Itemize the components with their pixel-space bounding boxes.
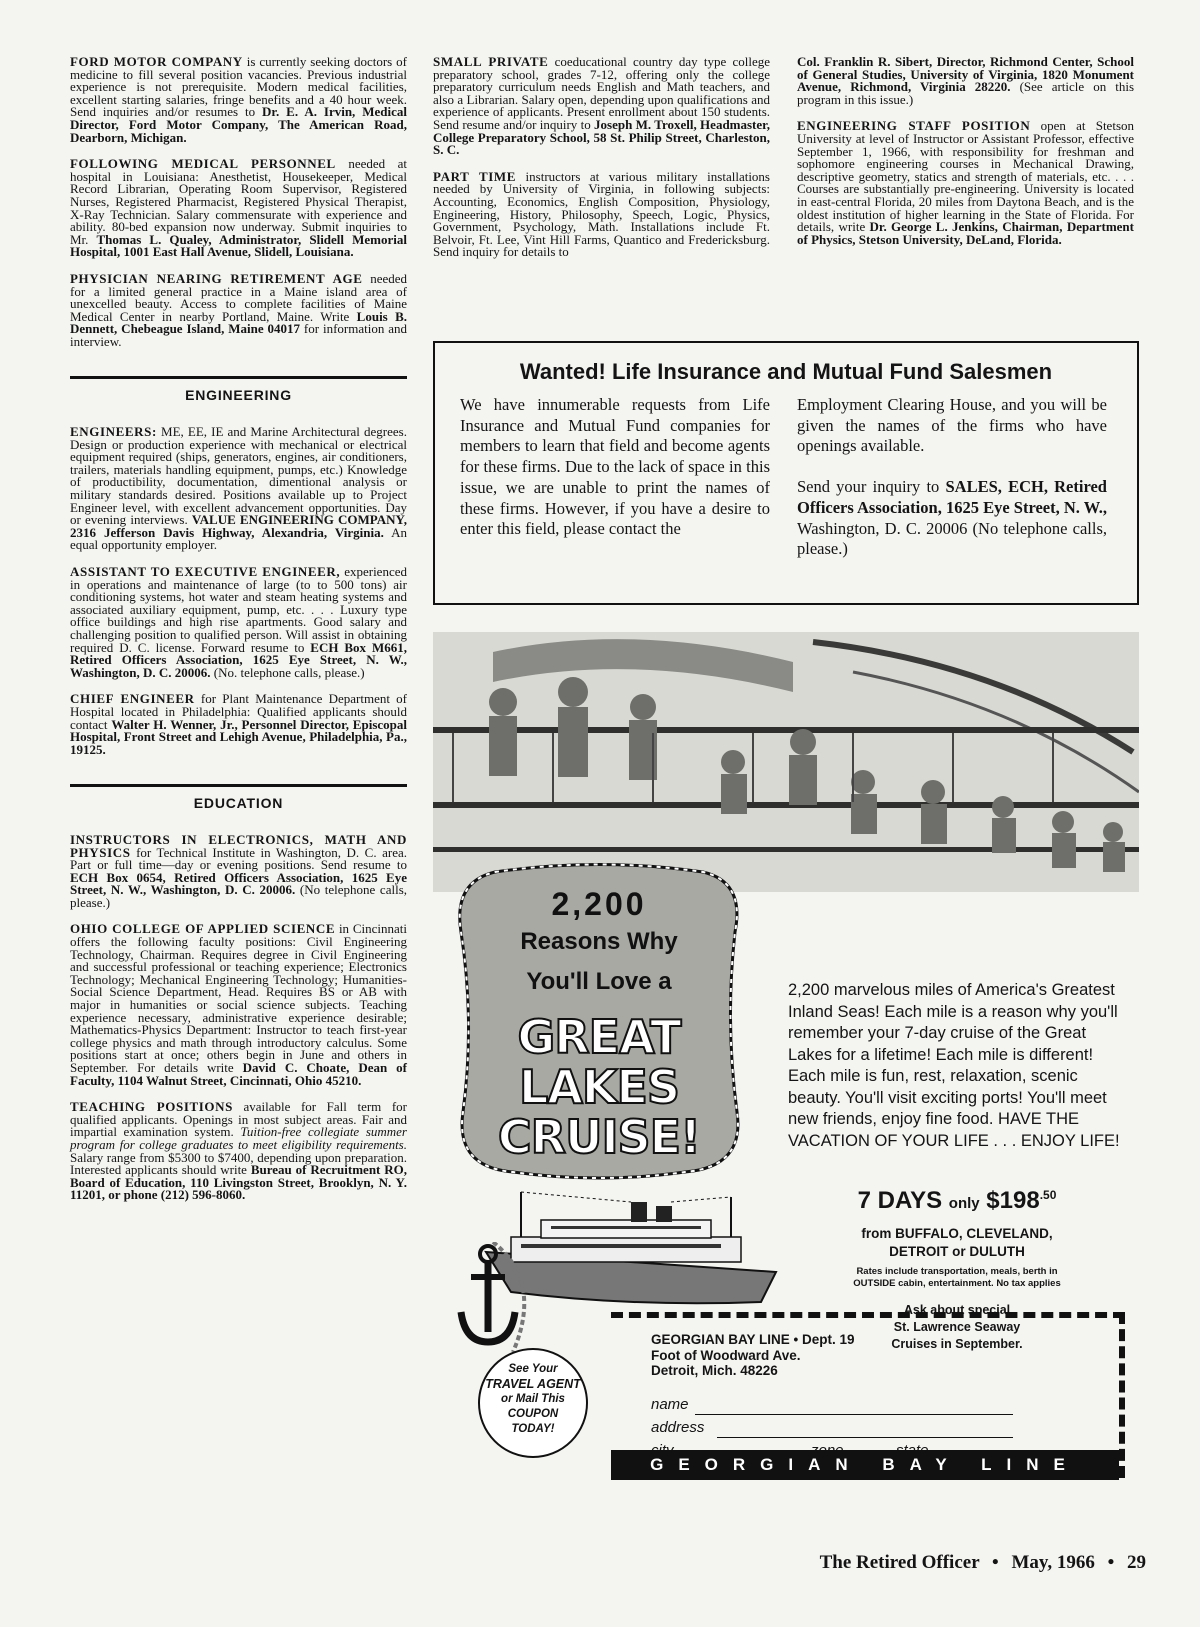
column-right bbox=[797, 56, 1134, 260]
ad-ford: FORD MOTOR COMPANY is currently seeking doctors of medicine to fill several position vacancies. Previous industrial experience is not prerequisite. Modern medical facilities, excellent starting salaries, fringe benefits and a 40 hour week. Send inquiries and/or resumes to Dr. E. A. Irvin, Medical Director, Ford Motor Company, The American Road, Dearborn, Michigan. bbox=[70, 54, 408, 145]
wanted-title: Wanted! Life Insurance and Mutual Fund Salesmen bbox=[519, 359, 1053, 384]
travel-agent-circle bbox=[478, 1348, 588, 1458]
travel-line-3: or Mail This bbox=[501, 1393, 565, 1405]
issue-date: May, 1966 bbox=[1011, 1552, 1095, 1573]
headline-lakes: LAKES bbox=[518, 1060, 680, 1114]
ad-chief-engineer: CHIEF ENGINEER for Plant Maintenance Department of Hospital located in Philadelphia: Qualified applicants should contact Walter H. Wenner, Jr., Personnel Director, Episcopal Hospital, Front Street and Lehigh Avenue, Philadelphia, Pa., 19125. bbox=[70, 691, 407, 757]
travel-line-2: TRAVEL AGENT bbox=[485, 1377, 581, 1391]
departure-line-1: from BUFFALO, CLEVELAND, bbox=[861, 1226, 1053, 1241]
section-heading-engineering: ENGINEERING bbox=[185, 387, 292, 404]
deck-photo-illustration bbox=[433, 632, 1139, 892]
departure-line-2: DETROIT or DULUTH bbox=[889, 1244, 1025, 1259]
badge-line-2: You'll Love a bbox=[526, 968, 672, 995]
publication-name: The Retired Officer bbox=[819, 1552, 980, 1573]
departure-cities bbox=[788, 1225, 1126, 1261]
special-line-2: St. Lawrence Seaway bbox=[893, 1320, 1021, 1334]
ad-sibert-contact: Col. Franklin R. Sibert, Director, Richmond Center, School of General Studies, University of Virginia, 1820 Monument Avenue, Richmond, Virginia 28220. (See article on this program in this issue.) bbox=[797, 54, 1135, 107]
headline-great: GREAT bbox=[517, 1010, 681, 1064]
ad-ohio-college: OHIO COLLEGE OF APPLIED SCIENCE in Cincinnati offers the following faculty positions: Civil Engineering Technology, Chairman. Requires degree in Civil Engineering and successful professional or teaching experience; Electronics Technology; Mechanical Engineering Technology; Humanities-Social Science Department, Head. Requires BS or AB with major in humanities or social science subjects. Teaching experience necessary, administrative experience desirable; Mathematics-Physics Department: Instructor to teach first-year college physics and math through introductory calculus. Some positions start at once; others begin in June and others in September. For details write David C. Choate, Dean of Faculty, 1104 Walnut Street, Cincinnati, Ohio 45210. bbox=[70, 921, 407, 1088]
price: $198 bbox=[986, 1187, 1040, 1214]
great-lakes-cruise-ad bbox=[433, 622, 1139, 1548]
wanted-salesmen-box bbox=[433, 341, 1139, 605]
cruise-headline-badge bbox=[455, 862, 743, 1180]
price-cents: .50 bbox=[1039, 1188, 1057, 1202]
special-line-1: Ask about special bbox=[903, 1303, 1011, 1317]
ad-medical-personnel: FOLLOWING MEDICAL PERSONNEL needed at hospital in Louisiana: Anesthetist, Housekeeper, Medical Record Librarian, Operating Room Supervisor, Registered Nurses, Registered Pharmacist, Registered Physical Therapist, X-Ray Technician. Salary commensurate with experience and ability. 80-bed expansion now underway. Submit inquiries to Mr. Thomas L. Qualey, Administrator, Slidell Memorial Hospital, 1001 East Hall Avenue, Slidell, Louisiana. bbox=[70, 156, 407, 260]
coupon-address bbox=[651, 1332, 855, 1379]
travel-line-1: See Your bbox=[508, 1363, 558, 1375]
wanted-column-left bbox=[460, 395, 770, 560]
cruise-deck-photo bbox=[433, 632, 1139, 892]
page-number: 29 bbox=[1127, 1552, 1146, 1573]
badge-number: 2,200 bbox=[551, 886, 647, 922]
ad-engineers: ENGINEERS: ME, EE, IE and Marine Architectural degrees. Design or production experience with mechanical or electrical equipment required (ships, generators, engines, air conditioners, trailers, materials handling equipment, pumps, etc.) Knowledge of productibility, documentation, dimentional analysis or military standards desired. Positions available up to Project Engineer level, with excellent advancement opportunities. Day or evening interviews. VALUE ENGINEERING COMPANY, 2316 Jefferson Davis Highway, Alexandria, Virginia. An equal opportunity employer. bbox=[70, 424, 408, 553]
ad-assistant-engineer: ASSISTANT TO EXECUTIVE ENGINEER, experienced in operations and maintenance of large (to to 500 tons) air conditioning systems, hot water and steam heating systems and associated auxiliary equipment, pump, etc. . . . Luxury type office buildings and high rise apartments. Good salary and challenging position to qualified person. Will assist in obtaining required D. C. license. Forward resume to ECH Box M661, Retired Officers Association, 1625 Eye Street, N. W., Washington, D. C. 20006. (No. telephone calls, please.) bbox=[70, 564, 407, 680]
duration: 7 DAYS bbox=[857, 1187, 943, 1214]
coupon-name-field[interactable]: name bbox=[651, 1396, 689, 1413]
coupon-line-2: Foot of Woodward Ave. bbox=[651, 1347, 801, 1363]
ad-instructors: INSTRUCTORS IN ELECTRONICS, MATH AND PHYSICS for Technical Institute in Washington, D. C. area. Part or full time—day or evening positions. Send resume to ECH Box 0654, Retired Officers Association, 1625 Eye Street, N. W., Washington, D. C. 20006. (No telephone calls, please.) bbox=[70, 831, 408, 910]
rates-line-2: OUTSIDE cabin, entertainment. No tax applies bbox=[853, 1278, 1061, 1289]
coupon-address-field[interactable]: address bbox=[651, 1419, 705, 1436]
rates-line-1: Rates include transportation, meals, berth in bbox=[856, 1266, 1058, 1277]
section-divider bbox=[70, 784, 407, 787]
headline-cruise: CRUISE! bbox=[497, 1110, 701, 1164]
column-left bbox=[70, 56, 407, 1216]
coupon-line-3: Detroit, Mich. 48226 bbox=[651, 1363, 778, 1378]
column-middle bbox=[433, 56, 770, 273]
page-footer bbox=[716, 1552, 1146, 1574]
price-line bbox=[788, 1187, 1126, 1215]
bullet-separator: • bbox=[1107, 1552, 1115, 1573]
wanted-paragraph: We have innumerable requests from Life Insurance and Mutual Fund companies for members to learn that field and become agents for these firms. Due to the lack of space in this issue, we are unable to print the names of these firms. However, if you have a desire to enter this field, please contact the bbox=[460, 395, 770, 539]
wanted-column-right bbox=[797, 395, 1107, 580]
ad-small-private-school: SMALL PRIVATE coeducational country day type college preparatory school, grades 7-12, offering only the college preparatory curriculum needs English and Math teachers, and also a Librarian. Salary open, depending upon qualifications and experience of applicants. Present enrollment about 150 students. Send resume and/or inquiry to Joseph M. Troxell, Headmaster, College Preparatory School, 58 St. Philip Street, Charleston, S. C. bbox=[433, 54, 770, 158]
ad-body-copy: 2,200 marvelous miles of America's Greatest Inland Seas! Each mile is a reason why you'll remember your 7-day cruise of the Great Lakes for a lifetime! Each mile is different! Each mile is fun, rest, relaxation, scenic beauty. You'll visit exciting ports! You'll meet new friends, enjoy fine food. HAVE THE VACATION OF YOUR LIFE . . . ENJOY LIFE! bbox=[788, 981, 1120, 1150]
wanted-paragraph: Employment Clearing House, and you will be given the names of the firms who have openings available. bbox=[797, 395, 1107, 456]
ad-part-time-instructors: PART TIME instructors at various military installations needed by University of Virginia, in following subjects: Accounting, Economics, English Composition, Physiology, Engineering, History, Philosophy, Speech, Logic, Physics, Government, Psychology, Math. Installations include Ft. Belvoir, Ft. Lee, Vint Hill Farms, Quantico and Fredericksburg. Send inquiry for details to bbox=[433, 168, 770, 260]
special-line-3: Cruises in September. bbox=[891, 1337, 1023, 1351]
rates-note bbox=[788, 1266, 1126, 1290]
ad-teaching-positions: TEACHING POSITIONS available for Fall term for qualified applicants. Openings in most subject areas. Fair and impartial examination system. Tuition-free collegiate summer program for college graduates to meet eligibility requirements. Salary range from $5300 to $7400, depending upon preparation. Interested applicants should write Bureau of Recruitment RO, Board of Education, 110 Livingston Street, Brooklyn, N. Y. 11201, or phone (212) 596-8060. bbox=[70, 1099, 408, 1203]
coupon-line-1: GEORGIAN BAY LINE • Dept. 19 bbox=[651, 1332, 855, 1347]
section-heading-education: EDUCATION bbox=[193, 795, 284, 812]
badge-line-1: Reasons Why bbox=[520, 928, 678, 955]
section-divider bbox=[70, 376, 407, 379]
ad-physician: PHYSICIAN NEARING RETIREMENT AGE needed for a limited general practice in a Maine island area of unexcelled beauty. Access to complete facilities of Maine Medical Center in nearby Portland, Maine. Write Louis B. Dennett, Chebeague Island, Maine 04017 for information and interview. bbox=[70, 270, 407, 349]
bullet-separator: • bbox=[992, 1552, 999, 1573]
travel-line-4: COUPON bbox=[507, 1408, 559, 1420]
only-label: only bbox=[948, 1195, 980, 1212]
coupon-address-line bbox=[717, 1437, 1013, 1438]
anchor-icon bbox=[453, 1242, 563, 1362]
wanted-inquiry: Send your inquiry to SALES, ECH, Retired Officers Association, 1625 Eye Street, N. W., Washington, D. C. 20006 (No telephone calls, please.) bbox=[797, 477, 1107, 559]
georgian-bay-line-banner: GEORGIAN BAY LINE bbox=[611, 1450, 1119, 1480]
coupon-name-line bbox=[695, 1414, 1013, 1415]
ad-engineering-staff: ENGINEERING STAFF POSITION open at Stetson University at level of Instructor or Assistant Professor, effective September 1, 1966, with responsibility for freshman and sophomore engineering courses in Mechanical Drawing, descriptive geometry, statics and strength of materials, etc. . . . Courses are substantially pre-engineering. University is located in east-central Florida, 20 miles from Daytona Beach, and is the oldest institution of higher learning in the State of Florida. For details, write Dr. George L. Jenkins, Chairman, Department of Physics, Stetson University, DeLand, Florida. bbox=[797, 118, 1134, 247]
travel-line-5: TODAY! bbox=[511, 1423, 555, 1435]
